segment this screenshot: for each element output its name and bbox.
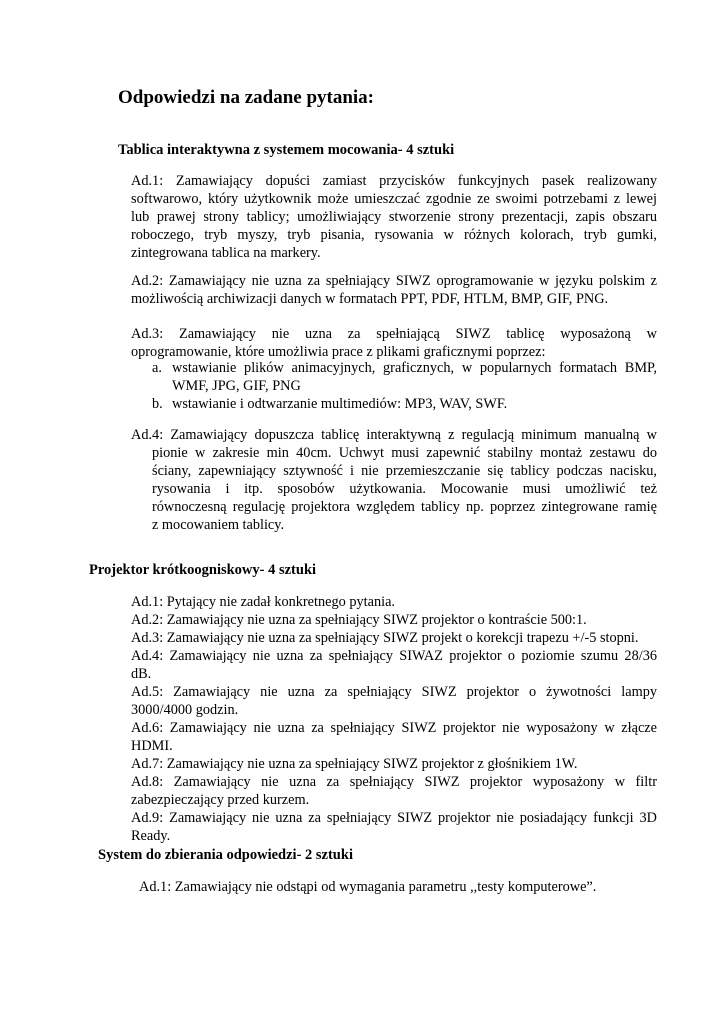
list-marker: b. bbox=[152, 396, 163, 412]
paragraph-line: Ad.6: Zamawiający nie uzna za spełniający SIWZ projektor nie wyposażony w złącze bbox=[131, 720, 657, 736]
paragraph-line: zintegrowana tablica na markery. bbox=[131, 245, 321, 261]
paragraph-line: Ad.8: Zamawiający nie uzna za spełniający SIWZ projektor wyposażony w filtr bbox=[131, 774, 657, 790]
paragraph-line: Ad.3: Zamawiający nie uzna za spełniającą SIWZ tablicę wyposażoną w bbox=[131, 326, 657, 342]
paragraph-line: Ready. bbox=[131, 828, 171, 844]
paragraph-line: rysowania i itp. sposobów użytkowania. Mocowanie musi umożliwić też bbox=[152, 481, 657, 497]
paragraph-line: pionie w zakresie min 40cm. Uchwyt musi zapewnić stabilny montaż zestawu do bbox=[152, 445, 657, 461]
answer-ad2-tablica bbox=[131, 272, 657, 308]
answer-ad1-tablica bbox=[131, 172, 657, 262]
section-heading-tablica: Tablica interaktywna z systemem mocowania- 4 sztuki bbox=[118, 142, 455, 158]
paragraph-line: Ad.4: Zamawiający nie uzna za spełniający SIWAZ projektor o poziomie szumu 28/36 bbox=[131, 648, 657, 664]
paragraph-line: oprogramowanie, które umożliwia prace z plikami graficznymi poprzez: bbox=[131, 344, 546, 360]
paragraph-line: dB. bbox=[131, 666, 152, 682]
paragraph-line: Ad.7: Zamawiający nie uzna za spełniający SIWZ projektor z głośnikiem 1W. bbox=[131, 756, 578, 772]
list-item-line: wstawianie plików animacyjnych, graficznych, w popularnych formatach BMP, bbox=[172, 360, 657, 376]
paragraph-line: z mocowaniem tablicy. bbox=[152, 517, 285, 533]
paragraph-line: Ad.4: Zamawiający dopuszcza tablicę interaktywną z regulacją minimum manualną w bbox=[131, 427, 657, 443]
paragraph-line: 3000/4000 godzin. bbox=[131, 702, 239, 718]
list-item bbox=[152, 359, 657, 395]
list-marker: a. bbox=[152, 360, 162, 376]
paragraph-line: ściany, zapewniający sztywność i nie przemieszczanie się tablicy podczas nacisku, bbox=[152, 463, 657, 479]
answer-ad4-tablica bbox=[131, 426, 657, 534]
list-item bbox=[152, 395, 657, 413]
section-heading-system: System do zbierania odpowiedzi- 2 sztuki bbox=[98, 847, 353, 863]
paragraph-line: Ad.5: Zamawiający nie uzna za spełniający SIWZ projektor o żywotności lampy bbox=[131, 684, 657, 700]
answer-ad3-tablica bbox=[131, 325, 657, 361]
paragraph-line: Ad.1: Pytający nie zadał konkretnego pytania. bbox=[131, 594, 396, 610]
paragraph-line: Ad.9: Zamawiający nie uzna za spełniający SIWZ projektor nie posiadający funkcji 3D bbox=[131, 810, 657, 826]
paragraph-line: softwarowo, który użytkownik może umieszczać zgodnie ze swoimi potrzebami z lewej bbox=[131, 191, 657, 207]
list-item-line: WMF, JPG, GIF, PNG bbox=[172, 378, 301, 394]
paragraph-line: HDMI. bbox=[131, 738, 173, 754]
list-item-line: wstawianie i odtwarzanie multimediów: MP3, WAV, SWF. bbox=[172, 396, 508, 412]
paragraph-line: zabezpieczający przed kurzem. bbox=[131, 792, 310, 808]
section-heading-projektor: Projektor krótkoogniskowy- 4 sztuki bbox=[89, 562, 317, 578]
paragraph-line: możliwością archiwizacji danych w formatach PPT, PDF, HTLM, BMP, GIF, PNG. bbox=[131, 291, 609, 307]
paragraph-line: roboczego, tryb myszy, tryb pisania, rysowania w różnych kolorach, tryb gumki, bbox=[131, 227, 657, 243]
page-title: Odpowiedzi na zadane pytania: bbox=[118, 87, 375, 108]
paragraph-line: Ad.3: Zamawiający nie uzna za spełniający SIWZ projekt o korekcji trapezu +/-5 stopni. bbox=[131, 630, 639, 646]
paragraph-line: Ad.1: Zamawiający nie odstąpi od wymagania parametru ,,testy komputerowe”. bbox=[139, 879, 597, 895]
paragraph-line: Ad.1: Zamawiający dopuści zamiast przycisków funkcyjnych pasek realizowany bbox=[131, 173, 657, 189]
paragraph-line: lub prawej strony tablicy; umożliwiający stworzenie strony prezentacji, zapis obszaru bbox=[131, 209, 657, 225]
paragraph-line: Ad.2: Zamawiający nie uzna za spełniający SIWZ projektor o kontraście 500:1. bbox=[131, 612, 587, 628]
answers-projektor bbox=[131, 593, 657, 845]
paragraph-line: równoczesną regulację projektora względem tablicy np. poprzez zintegrowane ramię bbox=[152, 499, 657, 515]
ad3-sub-list bbox=[152, 359, 657, 413]
paragraph-line: Ad.2: Zamawiający nie uzna za spełniający SIWZ oprogramowanie w języku polskim z bbox=[131, 273, 657, 289]
answers-system bbox=[139, 878, 659, 896]
